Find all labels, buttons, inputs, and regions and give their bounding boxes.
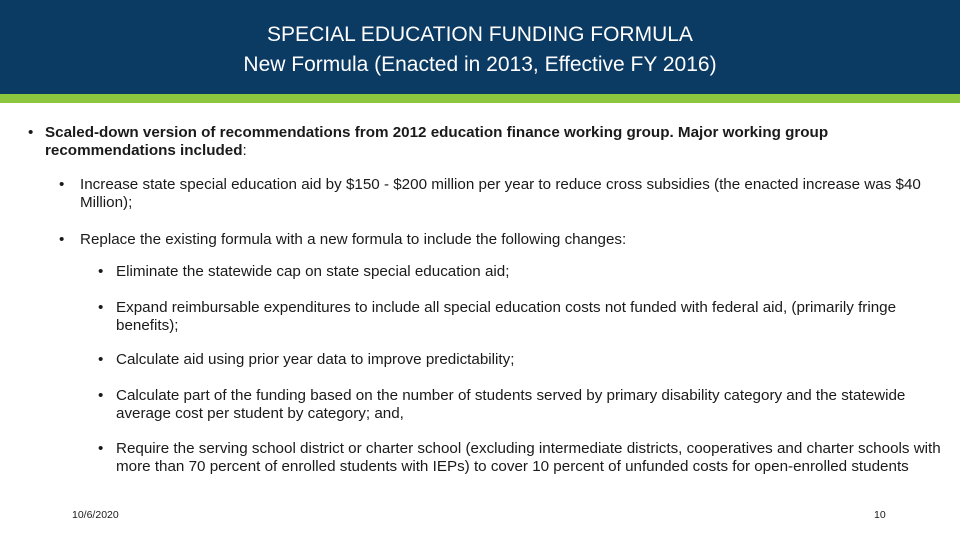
- change-item-text: Calculate aid using prior year data to improve predictability;: [116, 351, 515, 368]
- bullet-icon: •: [98, 299, 104, 316]
- slide-subtitle: New Formula (Enacted in 2013, Effective FY 2016): [243, 53, 717, 76]
- footer-date: 10/6/2020: [72, 509, 119, 521]
- bullet-icon: •: [98, 440, 104, 457]
- bullet-icon: •: [98, 263, 104, 280]
- slide-title: SPECIAL EDUCATION FUNDING FORMULA: [267, 23, 693, 46]
- bullet-icon: •: [98, 387, 104, 404]
- change-item-text: Expand reimbursable expenditures to include all special education costs not funded with federal aid, (primarily fringe benefits);: [116, 299, 897, 334]
- sub-bullet-text: Replace the existing formula with a new formula to include the following changes:: [80, 231, 627, 248]
- sub-bullet-text: Increase state special education aid by $150 - $200 million per year to reduce cross subsidies (the enacted increase was $40 Million);: [80, 176, 921, 211]
- page-number: 10: [874, 509, 886, 521]
- slide-header: [0, 0, 960, 94]
- change-item: [98, 263, 956, 281]
- change-item: [98, 299, 956, 334]
- change-item-text: Eliminate the statewide cap on state special education aid;: [116, 263, 510, 280]
- change-item-text: Require the serving school district or charter school (excluding intermediate districts, cooperatives and charter schools with more than 70 percent of enrolled students with IEPs) to cover 10 percent of unfunded costs for open-enrolled students: [116, 440, 941, 475]
- main-bullet-colon: :: [242, 141, 247, 159]
- bullet-icon: •: [59, 231, 65, 248]
- change-item: [98, 351, 956, 369]
- change-item: [98, 387, 956, 422]
- change-item: [98, 440, 956, 475]
- accent-bar: [0, 94, 960, 103]
- main-bullet-text: Scaled-down version of recommendations from 2012 education finance working group. Major working group recommendations included: [45, 124, 829, 159]
- bullet-icon: •: [98, 351, 104, 368]
- change-item-text: Calculate part of the funding based on the number of students served by primary disability category and the statewide average cost per student by category; and,: [116, 387, 906, 422]
- main-bullet: [28, 124, 958, 159]
- bullet-icon: •: [28, 124, 34, 141]
- sub-bullet-aid-increase: [59, 176, 959, 211]
- sub-bullet-replace-formula: [59, 231, 959, 249]
- bullet-icon: •: [59, 176, 65, 193]
